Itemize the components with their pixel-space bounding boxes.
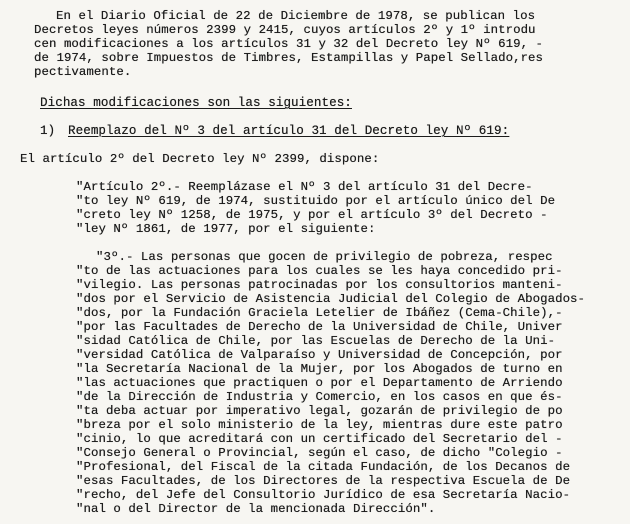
intro-line-2: Decretos leyes números 2399 y 2415, cuyos artículos 2º y 1º introdu [34,23,536,37]
quote-intro-line-3: "creto ley Nº 1258, de 1975, y por el artículo 3º del Decreto - [76,208,548,222]
quote-body-line-8: "versidad Católica de Valparaíso y Universidad de Concepción, por [76,348,563,362]
quote-intro-line-2: "to ley Nº 619, de 1974, sustituido por el artículo único del De [76,194,556,208]
quote-body-line-18: "recho, del Jefe del Consultorio Jurídico de esa Secretaría Nacio- [76,488,571,502]
intro-line-4: de 1974, sobre Impuestos de Timbres, Estampillas y Papel Sellado,res [34,51,544,65]
intro-line-5: pectivamente. [34,65,132,79]
quote-body-line-16: "Profesional, del Fiscal de la citada Fundación, de los Decanos de [76,460,571,474]
quote-body-line-10: "las actuaciones que practiquen o por el Departamento de Arriendo [76,376,563,390]
quote-body-line-15: "Consejo General o Provincial, según el caso, de dicho "Colegio - [76,446,563,460]
quote-body-line-13: "breza por el solo ministerio de la ley, mientras dure este patro [76,418,563,432]
item-1-number: 1) [40,124,56,138]
quote-body-line-17: "esas Facultades, de los Directores de la respectiva Escuela de De [76,474,571,488]
quote-body-line-11: "de la Dirección de Industria y Comercio, en los casos en que és- [76,390,563,404]
section-heading: Dichas modificaciones son las siguientes: [40,96,352,110]
quote-body-line-3: "vilegio. Las personas patrocinadas por los consultorios manteni- [76,278,563,292]
item-1-title: Reemplazo del Nº 3 del artículo 31 del Decreto ley Nº 619: [68,124,510,138]
quote-body-line-2: "to de las actuaciones para los cuales se les haya concedido pri- [76,264,563,278]
quote-body-line-19: "nal o del Director de la mencionada Dirección". [76,502,436,516]
quote-body-line-5: "dos, por la Fundación Graciela Letelier de Ibáñez (Cema-Chile),- [76,306,563,320]
intro-line-1: En el Diario Oficial de 22 de Diciembre de 1978, se publican los [56,9,536,23]
quote-body-line-12: "ta deba actuar por imperativo legal, gozarán de privilegio de po [76,404,563,418]
lead-in: El artículo 2º del Decreto ley Nº 2399, dispone: [20,152,380,166]
quote-intro-line-4: "ley Nº 1861, de 1977, por el siguiente: [76,222,376,236]
quote-body-line-6: "por las Facultades de Derecho de la Universidad de Chile, Univer [76,320,563,334]
intro-line-3: cen modificaciones a los artículos 31 y 32 del Decreto ley Nº 619, - [34,37,544,51]
quote-intro-line-1: "Artículo 2º.- Reemplázase el Nº 3 del artículo 31 del Decre- [76,180,533,194]
quote-body-line-1: "3º.- Las personas que gocen de privilegio de pobreza, respec [96,250,553,264]
quote-body-line-4: "dos por el Servicio de Asistencia Judicial del Colegio de Abogados- [76,292,586,306]
quote-body-line-9: "la Secretaría Nacional de la Mujer, por los Abogados de turno en [76,362,563,376]
quote-body-line-14: "cinio, lo que acreditará con un certificado del Secretario del - [76,432,563,446]
quote-body-line-7: "sidad Católica de Chile, por las Escuelas de Derecho de la Uni- [76,334,556,348]
